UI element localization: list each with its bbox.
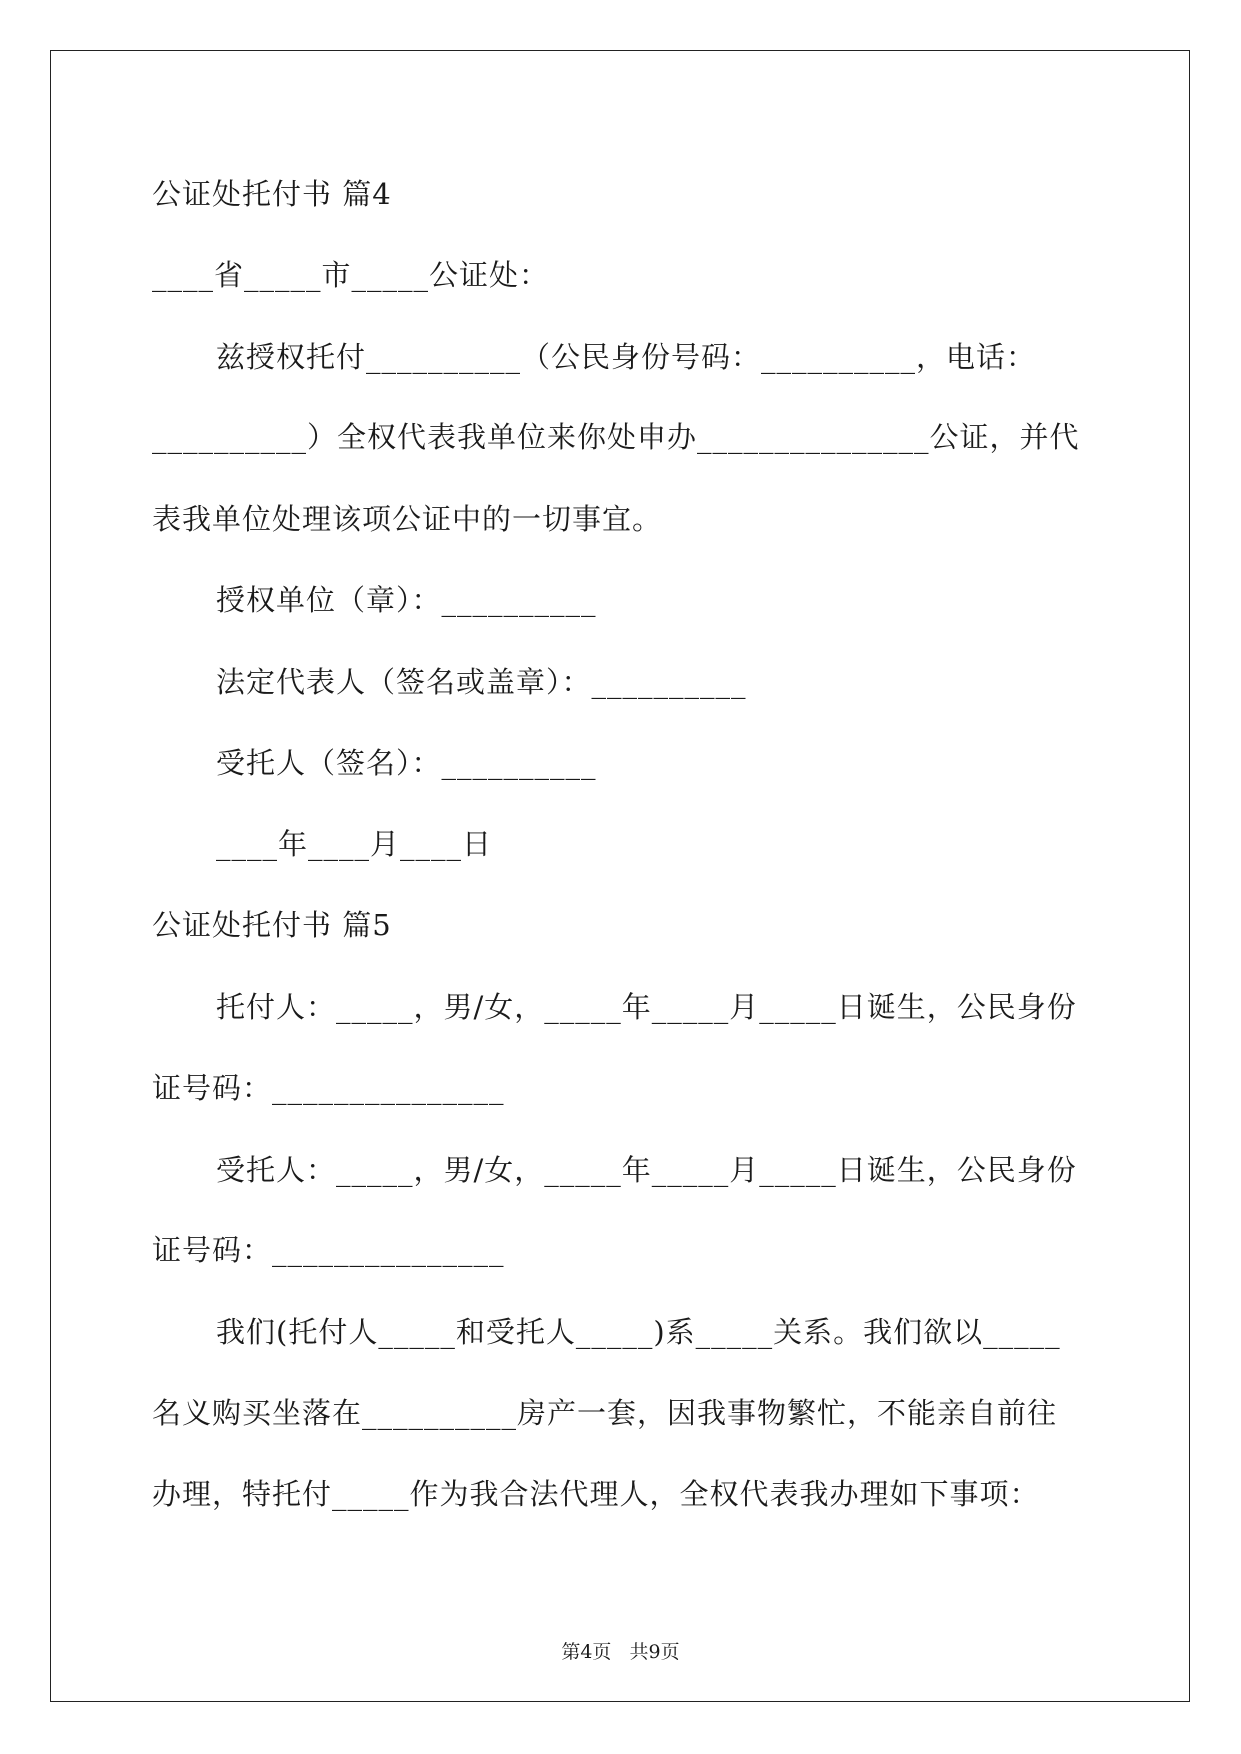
signature-line-trustee: 受托人（签名）：__________ <box>216 746 597 780</box>
signature-line-legal-rep: 法定代表人（签名或盖章）：__________ <box>216 665 747 699</box>
section-heading-4: 公证处托付书 篇4 <box>152 177 392 211</box>
body-text-line: 名义购买坐落在__________房产一套，因我事物繁忙，不能亲自前往 <box>152 1396 1058 1430</box>
section-heading-5: 公证处托付书 篇5 <box>152 908 392 942</box>
signature-line-unit: 授权单位（章）：__________ <box>216 583 597 617</box>
addressee-line: ____省_____市_____公证处： <box>152 258 550 292</box>
page-border <box>50 50 1190 1702</box>
body-text-line: 表我单位处理该项公证中的一切事宜。 <box>152 502 663 536</box>
body-text-line: 受托人：_____，男/女，_____年_____月_____日诞生，公民身份 <box>216 1153 1077 1187</box>
body-text-line: 证号码：_______________ <box>152 1071 505 1105</box>
date-line: ____年____月____日 <box>216 827 493 861</box>
body-text-line: 兹授权托付__________（公民身份号码：__________，电话： <box>216 340 1037 374</box>
body-text-line: __________）全权代表我单位来你处申办_______________公证，并代 <box>152 420 1080 454</box>
body-text-line: 托付人：_____，男/女，_____年_____月_____日诞生，公民身份 <box>216 990 1077 1024</box>
body-text-line: 证号码：_______________ <box>152 1233 505 1267</box>
body-text-line: 办理，特托付_____作为我合法代理人，全权代表我办理如下事项： <box>152 1477 1040 1511</box>
page-number-footer: 第4页 共9页 <box>561 1641 680 1663</box>
body-text-line: 我们(托付人_____和受托人_____)系_____关系。我们欲以_____ <box>216 1315 1061 1349</box>
